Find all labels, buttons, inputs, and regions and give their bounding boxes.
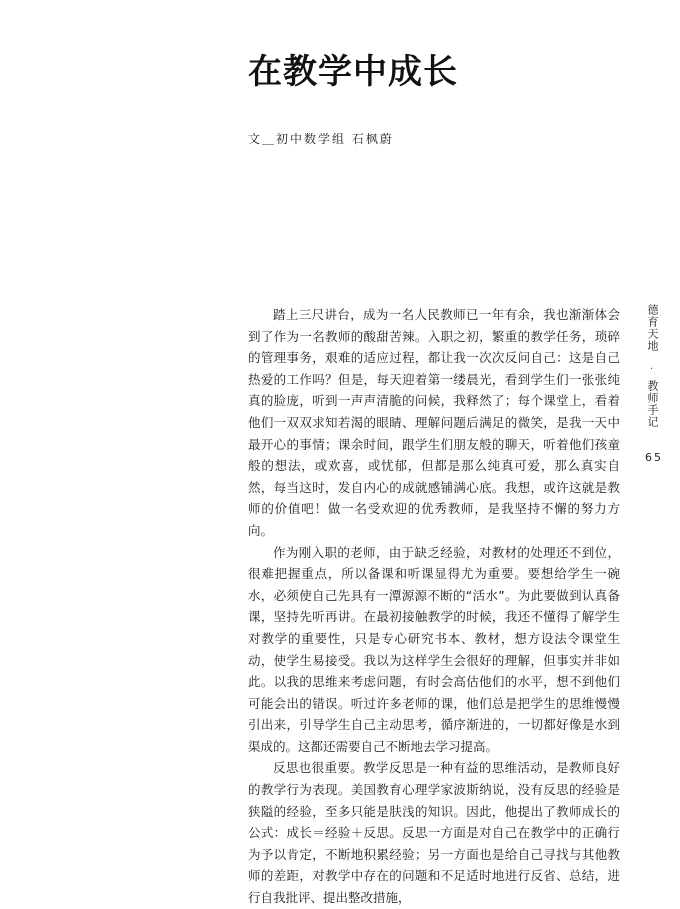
article-body bbox=[248, 304, 620, 909]
section-separator: · bbox=[650, 364, 654, 375]
page-number: 65 bbox=[645, 451, 663, 464]
column-label: 教师手记 bbox=[646, 380, 659, 428]
paragraph-3: 反思也很重要。教学反思是一种有益的思维活动，是教师良好的教学行为表现。美国教育心理学家波斯纳说，没有反思的经验是狭隘的经验，至多只能是肤浅的知识。因此，他提出了教师成长的公式：成长＝经验＋反思。反思一方面是对自己在教学中的正确行为予以肯定，不断地积累经验；另一方面也是给自己寻找与其他教师的差距，对教学中存在的问题和不足适时地进行反省、总结，进行自我批评、提出整改措施， bbox=[248, 760, 620, 906]
article-byline: 文＿初中数学组 石枫蔚 bbox=[248, 132, 394, 146]
article-title: 在教学中成长 bbox=[248, 52, 458, 92]
paragraph-1: 踏上三尺讲台，成为一名人民教师已一年有余，我也渐渐体会到了作为一名教师的酸甜苦辣。入职之初，繁重的教学任务，琐碎的管理事务，艰难的适应过程，都让我一次次反问自己：这是自己热爱的工作吗？但是，每天迎着第一缕晨光，看到学生们一张张纯真的脸庞，听到一声声清脆的问候，我释然了；每个课堂上，看着他们一双双求知若渴的眼睛、理解问题后满足的微笑，是我一天中最开心的事情；课余时间，跟学生们朋友般的聊天，听着他们孩童般的想法，或欢喜，或忧郁，但都是那么纯真可爱，那么真实自然，每当这时，发自内心的成就感铺满心底。我想，或许这就是教师的价值吧！做一名受欢迎的优秀教师，是我坚持不懈的努力方向。 bbox=[248, 307, 620, 538]
section-label: 德育天地 bbox=[646, 304, 659, 352]
paragraph-2: 作为刚入职的老师，由于缺乏经验，对教材的处理还不到位，很难把握重点，所以备课和听课显得尤为重要。要想给学生一碗水，必须使自己先具有一潭源源不断的“活水”。为此要做到认真备课，坚持先听再讲。在最初接触教学的时候，我还不懂得了解学生对教学的重要性，只是专心研究书本、教材，想方设法令课堂生动，使学生易接受。我以为这样学生会很好的理解，但事实并非如此。以我的思维来考虑问题，有时会高估他们的水平，想不到他们可能会出的错误。听过许多老师的课，他们总是把学生的思维慢慢引出来，引导学生自己主动思考，循序渐进的，一切都好像是水到渠成的。这都还需要自己不断地去学习提高。 bbox=[248, 544, 620, 754]
